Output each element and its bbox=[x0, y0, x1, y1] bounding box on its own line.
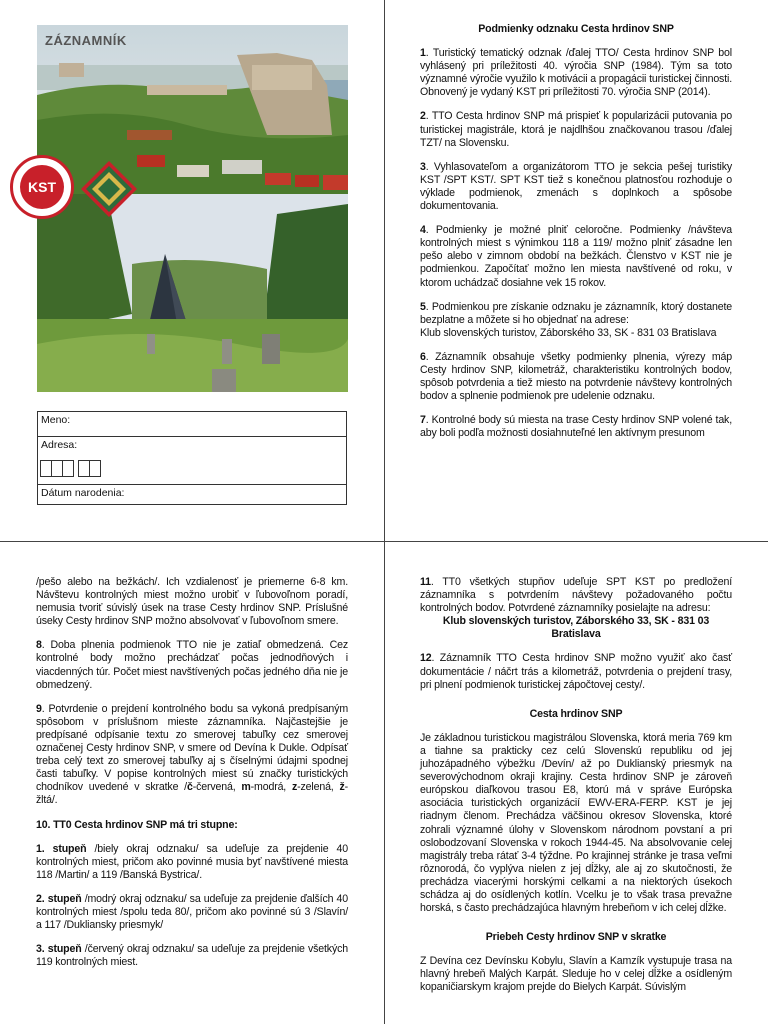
paragraph-4: 4. Podmienky je možné plniť celoročne. Podmienky /návšteva kontrolných miest s výnimkou 118 a 119/ možno plniť zásadne len pešo alebo v zimnom období na bežkách. Členstvo v KST nie je podmienkou. Započítať možno len miesta navštívené od roku, v ktorom uchádzač dosiahne vek 15 rokov. bbox=[420, 224, 732, 289]
route-summary-paragraph: Z Devína cez Devínsku Kobylu, Slavín a Kamzík vystupuje trasa na hlavný hrebeň Malých Karpát. Sleduje ho v celej dĺžke a osídleným kopaničiarskym krajom prejde do Bielych Karpát. Súvislým bbox=[420, 955, 732, 994]
route-paragraph: Je základnou turistickou magistrálou Slovenska, ktorá meria 769 km a tiahne sa prakticky cez celú Slovenskú republiku od jej juhozápadného výbežku /Devín/ až po Duklianský priesmyk na severovýchodnom okraji krajiny. Cesta hrdinov SNP je zároveň európskou diaľkovou trasou E8, ktorú má v správe Európska asociácia turistických organizácií EWV-ERA-FERP. KST je jej riadnym členom. Prechádza väčšinou okresov Slovenska, ktoré zohrali významné úlohy v Slovenskom národnom povstaní a pri oslobodzovaní Slovenska v rokoch 1944-45. Na absolvovanie celej magistrály treba rátať 3-4 týždne. Po krajinnej stránke je trasa veľmi rôznorodá, čo vyplýva nielen z jej dĺžky, ale aj zo skutočnosti, že prechádza viacerými horskými celkami a na niektorých úsekoch schádza aj do osídlených kotlín. Vcelku je to však trasa prevažne horská, s často prechádzajúca hlavným hrebeňom v ich celej dĺžke. bbox=[420, 731, 732, 915]
conditions-title: Podmienky odznaku Cesta hrdinov SNP bbox=[478, 23, 674, 35]
kst-badge-label: KST bbox=[20, 165, 64, 209]
route-description-page bbox=[385, 542, 768, 1024]
cover-title: ZÁZNAMNÍK bbox=[45, 33, 127, 48]
level-3: 3. stupeň /červený okraj odznaku/ sa udeľuje za prejdenie všetkých 119 kontrolných miest. bbox=[36, 943, 348, 969]
postal-code-boxes[interactable] bbox=[40, 460, 101, 477]
paragraph-12: 12. Záznamník TTO Cesta hrdinov SNP možno využiť ako časť dokumentácie / náčrt trás a kilometráž, potvrdenia o prejdení trasy, pri plnení podmienok turistickej zápočtovej cesty/. bbox=[420, 652, 732, 691]
birthdate-row[interactable] bbox=[38, 485, 346, 506]
route-heading: Cesta hrdinov SNP bbox=[529, 707, 623, 720]
name-label: Meno: bbox=[41, 414, 71, 426]
paragraph-3: 3. Vyhlasovateľom a organizátorom TTO je sekcia pešej turistiky KST /SPT KST/. SPT KST tiež s konečnou platnosťou rozhoduje o výklade podmienok, zmenách s doplnkoch a spôsobe dokumentovania. bbox=[420, 160, 732, 213]
level-1: 1. stupeň /biely okraj odznaku/ sa udeľuje za prejdenie 40 kontrolných miest, pričom ako povinné musia byť navštívené miesta 118 /Martin/ a 119 /Banská Bystrica/. bbox=[36, 842, 348, 881]
paragraph-7-continued: /pešo alebo na bežkách/. Ich vzdialenosť je priemerne 6-8 km. Návštevu kontrolných miest možno urobiť v ľubovoľnom poradí, nemusia tvoriť súvislý úsek na trase Cesty hrdinov SNP. Príslušné úseky Cesty hrdinov SNP možno absolvovať v ľubovoľnom smere. bbox=[36, 576, 348, 628]
address-label: Adresa: bbox=[41, 439, 78, 451]
paragraph-2: 2. TTO Cesta hrdinov SNP má prispieť k popularizácii putovania po turistickej magistrále, ktorá je najdlhšou značkovanou trasou /ďalej TZT/ na Slovensku. bbox=[420, 110, 732, 149]
paragraph-6: 6. Záznamník obsahuje všetky podmienky plnenia, výrezy máp Cesty hrdinov SNP, kilometráž, charakteristiku kontrolných bodov, spôsob potvrdenia a tiež miesto na potvrdenie návštevy kontrolných bodov a splnenie podmienok pre udelenie odznaku. bbox=[420, 350, 732, 403]
memorial-photo bbox=[37, 194, 348, 392]
paragraph-5: 5. Podmienkou pre získanie odznaku je záznamník, ktorý dostanete bezplatne a môžete si ho objednať na adrese: Klub slovenských turistov, Záborského 33, SK - 831 03 Bratislava bbox=[420, 300, 732, 339]
conditions-text-1 bbox=[420, 23, 732, 451]
route-text bbox=[420, 576, 732, 1006]
paragraph-10: 10. TT0 Cesta hrdinov SNP má tri stupne: bbox=[36, 818, 238, 831]
paragraph-7: 7. Kontrolné body sú miesta na trase Cesty hrdinov SNP volené tak, aby boli podľa možnosti dosiahnuteľné len aktívnym presunom bbox=[420, 414, 732, 440]
conditions-page-2 bbox=[0, 542, 384, 1024]
conditions-page-1 bbox=[385, 0, 768, 541]
owner-form bbox=[37, 411, 347, 505]
paragraph-11: 11. TT0 všetkých stupňov udeľuje SPT KST po predložení záznamníka s potvrdením návštevy požadovaného počtu kontrolných bodov. Potvrdené záznamníky posielajte na adresu: Klub slovenských turistov, Záborského 33, SK - 831 03 Bratislava bbox=[420, 576, 732, 641]
paragraph-9: 9. Potvrdenie o prejdení kontrolného bodu sa vykoná predpísaným spôsobom v príslušnom mieste záznamníka. Najčastejšie je predpísané odpísanie textu zo smerovej tabuľky cez smerovej označenej Cesty hrdinov SNP, v smere od Devína k Dukle. Odpísať treba celý text zo smerovej tabuľky aj s číselnými údajmi spodnej časti tabuľky. V popise kontrolných miest sú značky turistických chodníkov uvedené v skratke /č-červená, m-modrá, z-zelená, ž-žltá/. bbox=[36, 702, 348, 807]
name-row[interactable] bbox=[38, 412, 346, 437]
route-summary-heading: Priebeh Cesty hrdinov SNP v skratke bbox=[485, 931, 667, 944]
level-2: 2. stupeň /modrý okraj odznaku/ sa udeľuje za prejdenie ďalších 40 kontrolných miest /spolu teda 80/, pričom ako povinné sú 3 /Slavín/ a 117 /Dukliansky priesmyk/ bbox=[36, 892, 348, 932]
kst-badge bbox=[10, 155, 74, 219]
snp-badge-icon bbox=[80, 160, 138, 218]
paragraph-8: 8. Doba plnenia podmienok TTO nie je zatiaľ obmedzená. Cez kontrolné body možno prechádzať počas jednodňových i viacdenných túr. Počet miest navštívených počas jedného dňa nie je obmedzený. bbox=[36, 639, 348, 691]
conditions-text-2 bbox=[36, 576, 348, 980]
cover-page bbox=[0, 0, 384, 541]
paragraph-1: 1. Turistický tematický odznak /ďalej TTO/ Cesta hrdinov SNP bol vyhlásený pri príležitosti 40. výročia SNP (1984). Tým sa toto významné výročie využilo k motivácii a propagácii turistickej činnosti. Obnovený je vydaný KST pri príležitosti 70. výročia SNP (2014). bbox=[420, 47, 732, 99]
memorial-photo-illustration bbox=[37, 194, 348, 392]
birthdate-label: Dátum narodenia: bbox=[41, 487, 125, 499]
